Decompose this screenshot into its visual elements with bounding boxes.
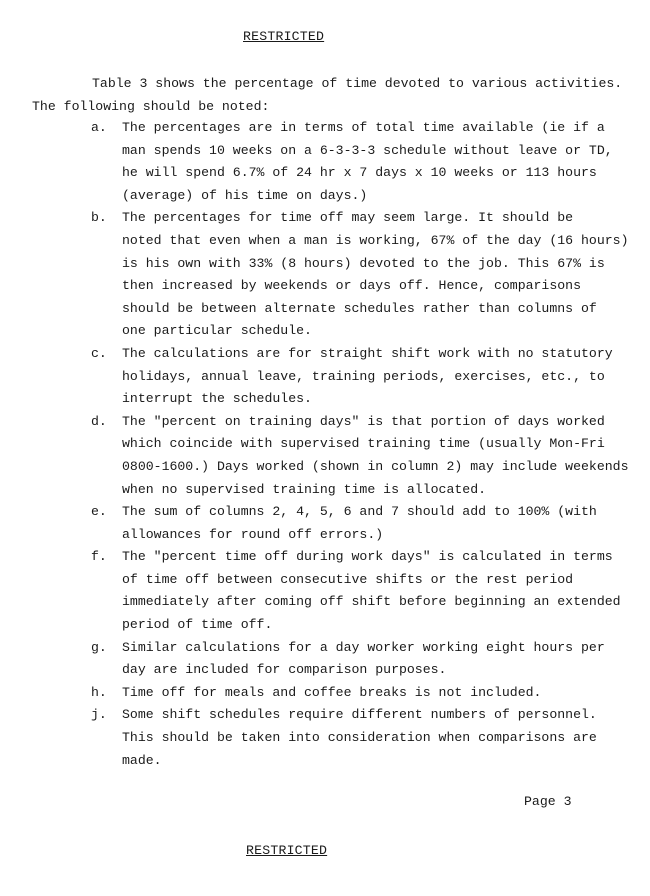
item-letter: e. bbox=[91, 504, 107, 520]
list-item bbox=[91, 411, 631, 501]
item-letter: a. bbox=[91, 120, 107, 135]
item-text: The "percent on training days" is that portion of days worked which coincide with supervised training time (usually Mon-Fri 0800-1600.) Days worked (shown in column 2) may include weekends when no supervised training time is allocated. bbox=[122, 413, 629, 497]
item-text: The calculations are for straight shift work with no statutory holidays, annual leave, training periods, exercises, etc., to interrupt the schedules. bbox=[122, 345, 613, 407]
notes-list bbox=[91, 117, 631, 772]
list-item bbox=[91, 682, 631, 705]
intro-line-2: The following should be noted: bbox=[32, 99, 270, 114]
classification-header: RESTRICTED bbox=[243, 29, 325, 44]
list-item bbox=[91, 546, 631, 636]
intro-line-1: Table 3 shows the percentage of time devoted to various activities. bbox=[92, 76, 623, 91]
item-text: The percentages for time off may seem large. It should be noted that even when a man is working, 67% of the day (16 hours) is his own with 33% (8 hours) devoted to the job. This 67% is then increased by weekends or days off. Hence, comparisons should be between alternate schedules rather than columns of one particular schedule. bbox=[122, 210, 629, 339]
item-text: The sum of columns 2, 4, 5, 6 and 7 should add to 100% (with allowances for round off errors.) bbox=[122, 504, 597, 542]
item-text: The "percent time off during work days" is calculated in terms of time off between consecutive shifts or the rest period immediately after coming off shift before beginning an extended period of time off. bbox=[122, 549, 621, 633]
list-item bbox=[91, 117, 631, 207]
list-item bbox=[91, 637, 631, 682]
intro-paragraph bbox=[32, 72, 632, 118]
item-letter: g. bbox=[91, 639, 107, 655]
list-item bbox=[91, 501, 631, 546]
list-item bbox=[91, 704, 631, 772]
classification-footer: RESTRICTED bbox=[246, 843, 328, 858]
list-item bbox=[91, 207, 631, 343]
item-letter: f. bbox=[91, 549, 107, 565]
item-letter: b. bbox=[91, 210, 107, 226]
page-number: Page 3 bbox=[524, 794, 572, 809]
item-text: Some shift schedules require different numbers of personnel. This should be taken into consideration when comparisons are made. bbox=[122, 707, 597, 768]
item-letter: h. bbox=[91, 684, 107, 700]
item-letter: d. bbox=[91, 413, 107, 429]
list-item bbox=[91, 343, 631, 411]
item-letter: j. bbox=[91, 707, 107, 723]
item-text: Similar calculations for a day worker working eight hours per day are included for comparison purposes. bbox=[122, 639, 605, 678]
item-text: The percentages are in terms of total time available (ie if a man spends 10 weeks on a 6-3-3-3 schedule without leave or TD, he will spend 6.7% of 24 hr x 7 days x 10 weeks or 113 hours (average) of his time on days.) bbox=[122, 120, 613, 203]
item-text: Time off for meals and coffee breaks is not included. bbox=[122, 684, 542, 700]
item-letter: c. bbox=[91, 345, 107, 361]
